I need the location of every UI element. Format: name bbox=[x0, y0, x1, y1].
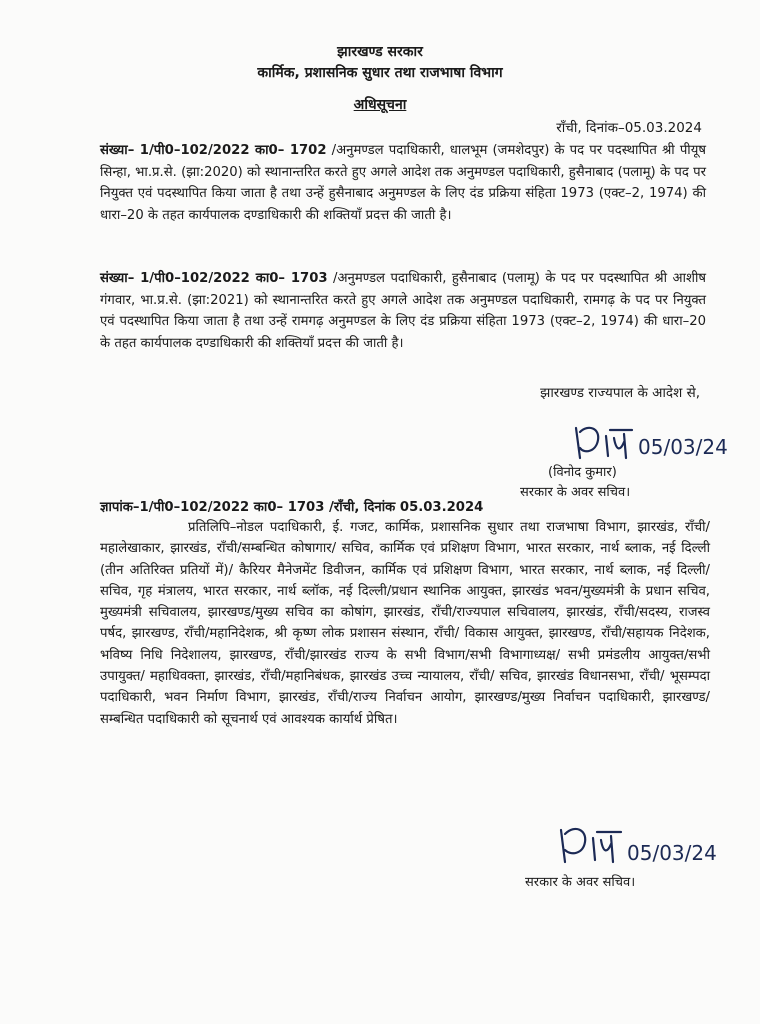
notification-paragraph-2 bbox=[100, 268, 706, 354]
signature-2-scribble bbox=[555, 818, 725, 876]
signatory-2-title: सरकार के अवर सचिव। bbox=[525, 875, 636, 890]
notification-date: राँची, दिनांक–05.03.2024 bbox=[556, 120, 702, 136]
government-title: झारखण्ड सरकार bbox=[337, 44, 423, 60]
signatory-name: (विनोद कुमार) bbox=[548, 465, 617, 480]
memo-reference: ज्ञापांक–1/पी0–102/2022 का0– 1703 /राँची, दिनांक 05.03.2024 bbox=[100, 500, 484, 515]
paragraph-1-ref: संख्या– 1/पी0–102/2022 का0– 1702 bbox=[100, 143, 327, 158]
notification-heading-text: अधिसूचना bbox=[353, 97, 407, 113]
paragraph-1-text: /अनुमण्डल पदाधिकारी, धालभूम (जमशेदपुर) के पद पर पदस्थापित श्री पीयूष सिन्हा, भा.प्र.से. (झा:2020) को स्थानान्तरित करते हुए अगले आदेश तक अनुमण्डल पदाधिकारी, हुसैनाबाद (पलामू) के पद पर नियुक्त एवं पदस्थापित किया जाता है तथा उन्हें हुसैनाबाद अनुमण्डल के लिए दंड प्रक्रिया संहिता 1973 (एक्ट–2, 1974) की धारा–20 के तहत कार्यपालक दण्डाधिकारी की शक्तियाँ प्रदत्त की जाती है। bbox=[100, 143, 706, 223]
notification-paragraph-1 bbox=[100, 140, 706, 226]
signature-1-date: 05/03/24 bbox=[638, 435, 728, 459]
paragraph-2-ref: संख्या– 1/पी0–102/2022 का0– 1703 bbox=[100, 271, 328, 286]
copy-text: प्रतिलिपि–नोडल पदाधिकारी, ई. गजट, कार्मिक, प्रशासनिक सुधार तथा राजभाषा विभाग, झारखंड, राँची/महालेखाकार, झारखंड, राँची/सम्बन्धित कोषागार/ सचिव, कार्मिक एवं प्रशिक्षण विभाग, भारत सरकार, नार्थ ब्लाक, नई दिल्ली (तीन अतिरिक्त प्रतियों में)/ कैरियर मैनेजमेंट डिवीजन, कार्मिक एवं प्रशिक्षण विभाग, भारत सरकार, नार्थ ब्लाक, नई दिल्ली/सचिव, गृह मंत्रालय, भारत सरकार, नार्थ ब्लॉक, नई दिल्ली/प्रधान स्थानिक आयुक्त, झारखंड भवन/मुख्यमंत्री के प्रधान सचिव, मुख्यमंत्री सचिवालय, झारखण्ड/मुख्य सचिव का कोषांग, झारखंड, राँची/राज्यपाल सचिवालय, झारखंड, राँची/सदस्य, राजस्व पर्षद, झारखण्ड, राँची/महानिदेशक, श्री कृष्ण लोक प्रशासन संस्थान, राँची/ विकास आयुक्त, झारखण्ड, राँची/सहायक निदेशक, भविष्य निधि निदेशालय, झारखण्ड, राँची/झारखंड राज्य के सभी विभाग/सभी विभागाध्यक्ष/ सभी प्रमंडलीय आयुक्त/सभी उपायुक्त/ महाधिवक्ता, झारखंड, राँची/महानिबंधक, झारखंड उच्च न्यायालय, राँची/ सचिव, झारखंड विधानसभा, राँची/ भूसम्पदा पदाधिकारी, भवन निर्माण विभाग, झारखंड, राँची/राज्य निर्वाचन आयोग, झारखण्ड/मुख्य निर्वाचन पदाधिकारी, झारखण्ड/सम्बन्धित पदाधिकारी को सूचनार्थ एवं आवश्यक कार्यार्थ प्रेषित। bbox=[100, 520, 710, 727]
notification-heading bbox=[0, 95, 760, 114]
paragraph-2-text: /अनुमण्डल पदाधिकारी, हुसैनाबाद (पलामू) के पद पर पदस्थापित श्री आशीष गंगवार, भा.प्र.से. (झा:2021) को स्थानान्तरित करते हुए अगले आदेश तक अनुमण्डल पदाधिकारी, रामगढ़ के पद पर नियुक्त एवं पदस्थापित किया जाता है तथा उन्हें रामगढ़ अनुमण्डल के लिए दंड प्रक्रिया संहिता 1973 (एक्ट–2, 1974) की धारा–20 के तहत कार्यपालक दण्डाधिकारी की शक्तियाँ प्रदत्त की जाती है। bbox=[100, 271, 706, 351]
governor-order-line: झारखण्ड राज्यपाल के आदेश से, bbox=[540, 385, 700, 401]
signature-2-date: 05/03/24 bbox=[627, 841, 717, 865]
department-title: कार्मिक, प्रशासनिक सुधार तथा राजभाषा विभाग bbox=[257, 65, 503, 81]
copy-distribution-text bbox=[100, 517, 710, 730]
signatory-1-title: सरकार के अवर सचिव। bbox=[520, 485, 631, 500]
